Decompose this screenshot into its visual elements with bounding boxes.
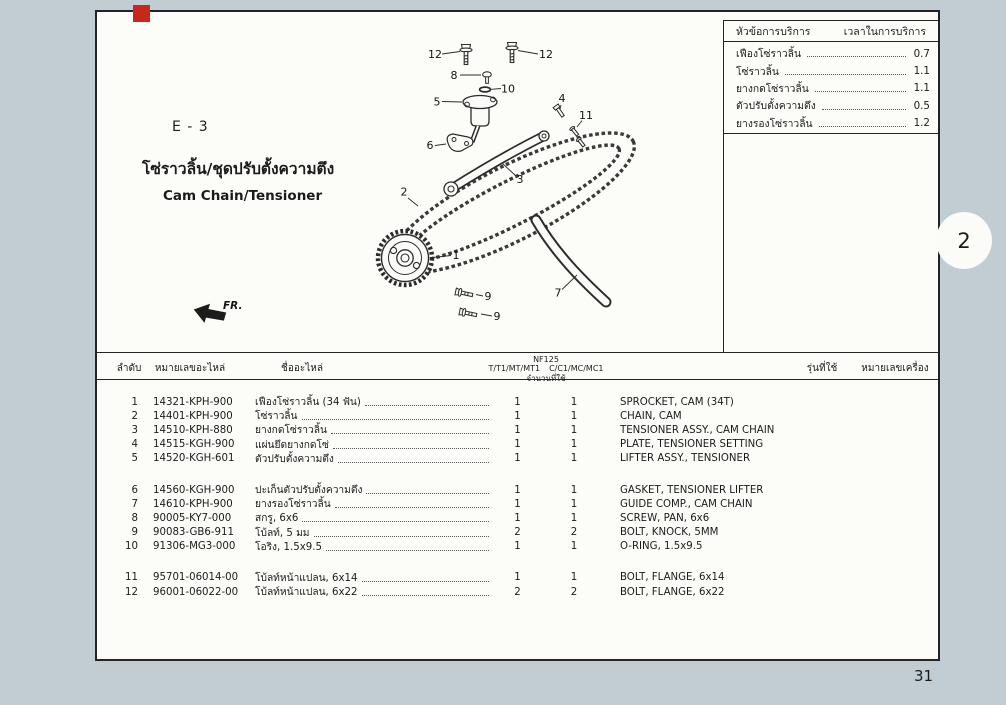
dotted-leader	[302, 419, 489, 420]
part-name-thai: สกรู, 6x6	[255, 510, 491, 526]
part-no: 8	[131, 512, 138, 524]
pan-screw-icon	[483, 72, 492, 84]
part-no: 12	[125, 586, 138, 598]
knock-bolt-icon	[569, 126, 580, 137]
service-topic: ยางกดโซ่ราวลิ้น	[736, 82, 809, 95]
qty-model-a: 1	[514, 453, 521, 465]
service-row	[736, 115, 930, 132]
qty-model-a: 1	[514, 572, 521, 584]
dotted-leader	[302, 521, 489, 522]
part-name-english: CHAIN, CAM	[620, 410, 682, 422]
tensioner-lifter	[463, 96, 497, 143]
part-name-english: BOLT, FLANGE, 6x22	[620, 586, 725, 598]
service-row	[736, 97, 930, 114]
page-title-thai: โซ่ราวลิ้น/ชุดปรับตั้งความตึง	[142, 160, 335, 178]
col-header-no: ลำดับ	[116, 363, 142, 374]
fr-direction-indicator	[192, 298, 248, 328]
dotted-leader	[314, 536, 489, 537]
dotted-leader	[807, 56, 906, 57]
table-row	[97, 409, 938, 423]
part-no: 9	[131, 527, 138, 539]
part-number: 96001-06022-00	[153, 586, 239, 598]
qty-model-a: 1	[514, 410, 521, 422]
part-no: 4	[131, 439, 138, 451]
qty-model-b: 1	[570, 498, 578, 510]
service-topic-header: หัวข้อการบริการ	[736, 25, 811, 38]
part-name-english: TENSIONER ASSY., CAM CHAIN	[620, 424, 775, 436]
part-name-english: BOLT, FLANGE, 6x14	[620, 572, 725, 584]
chapter-number: 2	[957, 228, 971, 253]
red-corner-marker	[133, 5, 150, 22]
flange-bolt-icon	[506, 43, 518, 63]
qty-model-b: 1	[570, 512, 578, 524]
part-number: 91306-MG3-000	[153, 541, 236, 553]
callout-number: 2	[400, 185, 408, 199]
part-name-english: O-RING, 1.5x9.5	[620, 541, 703, 553]
exploded-parts-diagram	[330, 22, 662, 348]
dotted-leader	[335, 507, 489, 508]
part-name-thai: ปะเก็นตัวปรับตั้งความตึง	[255, 482, 491, 498]
part-no: 7	[131, 498, 138, 510]
col-header-engine-number: หมายเลขเครื่อง	[861, 363, 929, 374]
model-group-label: NF125	[533, 354, 559, 364]
part-name-english: SPROCKET, CAM (34T)	[620, 396, 734, 408]
table-row	[97, 395, 938, 409]
lifter-gasket	[447, 134, 473, 151]
dotted-leader	[362, 581, 490, 582]
part-no: 5	[131, 453, 138, 465]
callout-number: 12	[428, 48, 442, 61]
callout-number: 3	[516, 173, 524, 186]
dotted-leader	[822, 109, 906, 110]
part-number: 14515-KGH-900	[153, 439, 235, 451]
dotted-leader	[333, 448, 489, 449]
col-header-model-qty	[469, 355, 623, 384]
table-row	[97, 483, 938, 497]
qty-model-b: 1	[570, 484, 578, 496]
service-row	[736, 62, 930, 79]
part-name-thai: โซ่ราวลิ้น	[255, 408, 491, 424]
callout-number: 11	[579, 109, 593, 122]
dotted-leader	[819, 126, 906, 127]
callout-number: 12	[539, 48, 553, 61]
part-number: 95701-06014-00	[153, 572, 239, 584]
service-time-table	[723, 20, 938, 134]
part-number: 14560-KGH-900	[153, 484, 235, 496]
part-name-thai: ตัวปรับตั้งความตึง	[255, 451, 491, 467]
part-number: 14520-KGH-601	[153, 453, 235, 465]
cam-sprocket	[378, 231, 432, 285]
part-name-thai: โบ้ลท์หน้าแปลน, 6x14	[255, 570, 491, 586]
callout-number: 8	[450, 69, 458, 82]
callout-number: 10	[501, 82, 515, 96]
knock-bolt-icon	[576, 137, 587, 148]
qty-model-a: 2	[514, 527, 521, 539]
section-code: E - 3	[172, 119, 209, 135]
service-time-header: เวลาในการบริการ	[843, 25, 926, 38]
service-time: 0.7	[913, 47, 930, 60]
qty-used-label: จำนวนที่ใช้	[526, 374, 566, 383]
part-no: 10	[125, 541, 138, 553]
qty-model-a: 1	[514, 541, 521, 553]
qty-model-b: 1	[570, 541, 578, 553]
part-name-thai: ยางกดโซ่ราวลิ้น	[255, 422, 491, 438]
part-number: 14321-KPH-900	[153, 396, 233, 408]
service-topic: เฟืองโซ่ราวลิ้น	[736, 48, 801, 61]
part-name-thai: ยางรองโซ่ราวลิ้น	[255, 496, 491, 512]
dotted-leader	[365, 405, 489, 406]
flange-bolt-icon	[455, 288, 474, 299]
part-no: 6	[131, 484, 138, 496]
qty-model-b: 1	[570, 453, 578, 465]
part-no: 11	[125, 572, 138, 584]
parts-table-header	[97, 352, 938, 383]
dotted-leader	[785, 74, 906, 75]
service-time: 1.1	[913, 65, 930, 78]
service-time: 1.2	[913, 117, 930, 130]
chain-guide	[536, 220, 606, 302]
callout-number: 4	[558, 92, 566, 105]
qty-model-b: 1	[570, 572, 578, 584]
part-number: 14401-KPH-900	[153, 410, 233, 422]
page-title-english: Cam Chain/Tensioner	[163, 188, 323, 204]
leader-lines	[408, 51, 582, 317]
dotted-leader	[366, 493, 489, 494]
qty-model-b: 1	[570, 439, 578, 451]
col-header-model-used: รุ่นที่ใช้	[806, 363, 838, 374]
table-row	[97, 438, 938, 452]
col-header-part-name: ชื่ออะไหล่	[281, 363, 323, 374]
qty-model-b: 2	[570, 586, 578, 598]
part-number: 90005-KY7-000	[153, 512, 232, 524]
service-topic: ตัวปรับตั้งความตึง	[736, 100, 816, 113]
table-row	[97, 526, 938, 540]
part-name-english: GUIDE COMP., CAM CHAIN	[620, 498, 753, 510]
service-time: 0.5	[913, 99, 930, 112]
fr-arrow-icon	[192, 300, 227, 328]
table-row	[97, 585, 938, 599]
page-number: 31	[914, 667, 934, 685]
table-row	[97, 497, 938, 511]
qty-model-a: 1	[514, 512, 521, 524]
fr-label: FR.	[223, 300, 243, 312]
part-name-english: PLATE, TENSIONER SETTING	[620, 439, 764, 451]
part-name-english: GASKET, TENSIONER LIFTER	[620, 484, 764, 496]
flange-bolt-icon	[459, 308, 478, 319]
callout-number: 5	[433, 95, 441, 109]
callout-number: 7	[554, 286, 562, 300]
service-table-header	[724, 21, 938, 42]
callout-number: 6	[426, 139, 434, 152]
part-number: 90083-GB6-911	[153, 527, 234, 539]
dotted-leader	[331, 433, 489, 434]
table-row	[97, 452, 938, 466]
part-name-thai: เฟืองโซ่ราวลิ้น (34 ฟัน)	[255, 394, 491, 410]
service-topic: ยางรองโซ่ราวลิ้น	[736, 117, 813, 130]
table-row	[97, 540, 938, 554]
dotted-leader	[362, 595, 490, 596]
part-no: 3	[131, 424, 138, 436]
chapter-thumb-tab	[936, 212, 992, 269]
qty-model-a: 1	[514, 498, 521, 510]
column-divider	[723, 134, 724, 352]
table-row	[97, 511, 938, 525]
setting-bolt-icon	[553, 104, 566, 118]
dotted-leader	[326, 550, 489, 551]
service-row	[736, 80, 930, 97]
model-a-label: T/T1/MT/MT1	[488, 364, 541, 374]
part-name-english: SCREW, PAN, 6x6	[620, 512, 710, 524]
table-row	[97, 423, 938, 437]
flange-bolt-icon	[460, 45, 472, 65]
part-no: 1	[131, 396, 138, 408]
qty-model-b: 1	[570, 410, 578, 422]
part-name-thai: โบ้ลท์หน้าแปลน, 6x22	[255, 584, 491, 600]
qty-model-a: 1	[514, 396, 521, 408]
callout-number: 1	[452, 249, 460, 262]
part-number: 14510-KPH-880	[153, 424, 233, 436]
table-row	[97, 571, 938, 585]
parts-table-body	[97, 395, 938, 599]
service-table-rows	[724, 42, 938, 132]
col-header-part-number: หมายเลขอะไหล่	[154, 363, 226, 374]
part-name-english: BOLT, KNOCK, 5MM	[620, 527, 719, 539]
service-time: 1.1	[913, 82, 930, 95]
qty-model-a: 1	[514, 484, 521, 496]
callout-number: 9	[493, 310, 501, 323]
qty-model-b: 1	[570, 424, 578, 436]
dotted-leader	[815, 91, 906, 92]
service-row	[736, 45, 930, 62]
part-name-thai: โบ้ลท์, 5 มม	[255, 525, 491, 541]
callout-number: 9	[484, 290, 492, 303]
dotted-leader	[338, 462, 489, 463]
model-b-label: C/C1/MC/MC1	[549, 364, 604, 374]
part-no: 2	[131, 410, 138, 422]
service-topic: โซ่ราวลิ้น	[736, 65, 779, 78]
part-number: 14610-KPH-900	[153, 498, 233, 510]
qty-model-b: 1	[570, 396, 578, 408]
part-name-english: LIFTER ASSY., TENSIONER	[620, 453, 751, 465]
qty-model-a: 1	[514, 424, 521, 436]
qty-model-a: 1	[514, 439, 521, 451]
part-name-thai: แผ่นยึดยางกดโซ่	[255, 437, 491, 453]
qty-model-b: 2	[570, 527, 578, 539]
part-name-thai: โอริง, 1.5x9.5	[255, 539, 491, 555]
qty-model-a: 2	[514, 586, 521, 598]
o-ring-icon	[480, 87, 491, 92]
